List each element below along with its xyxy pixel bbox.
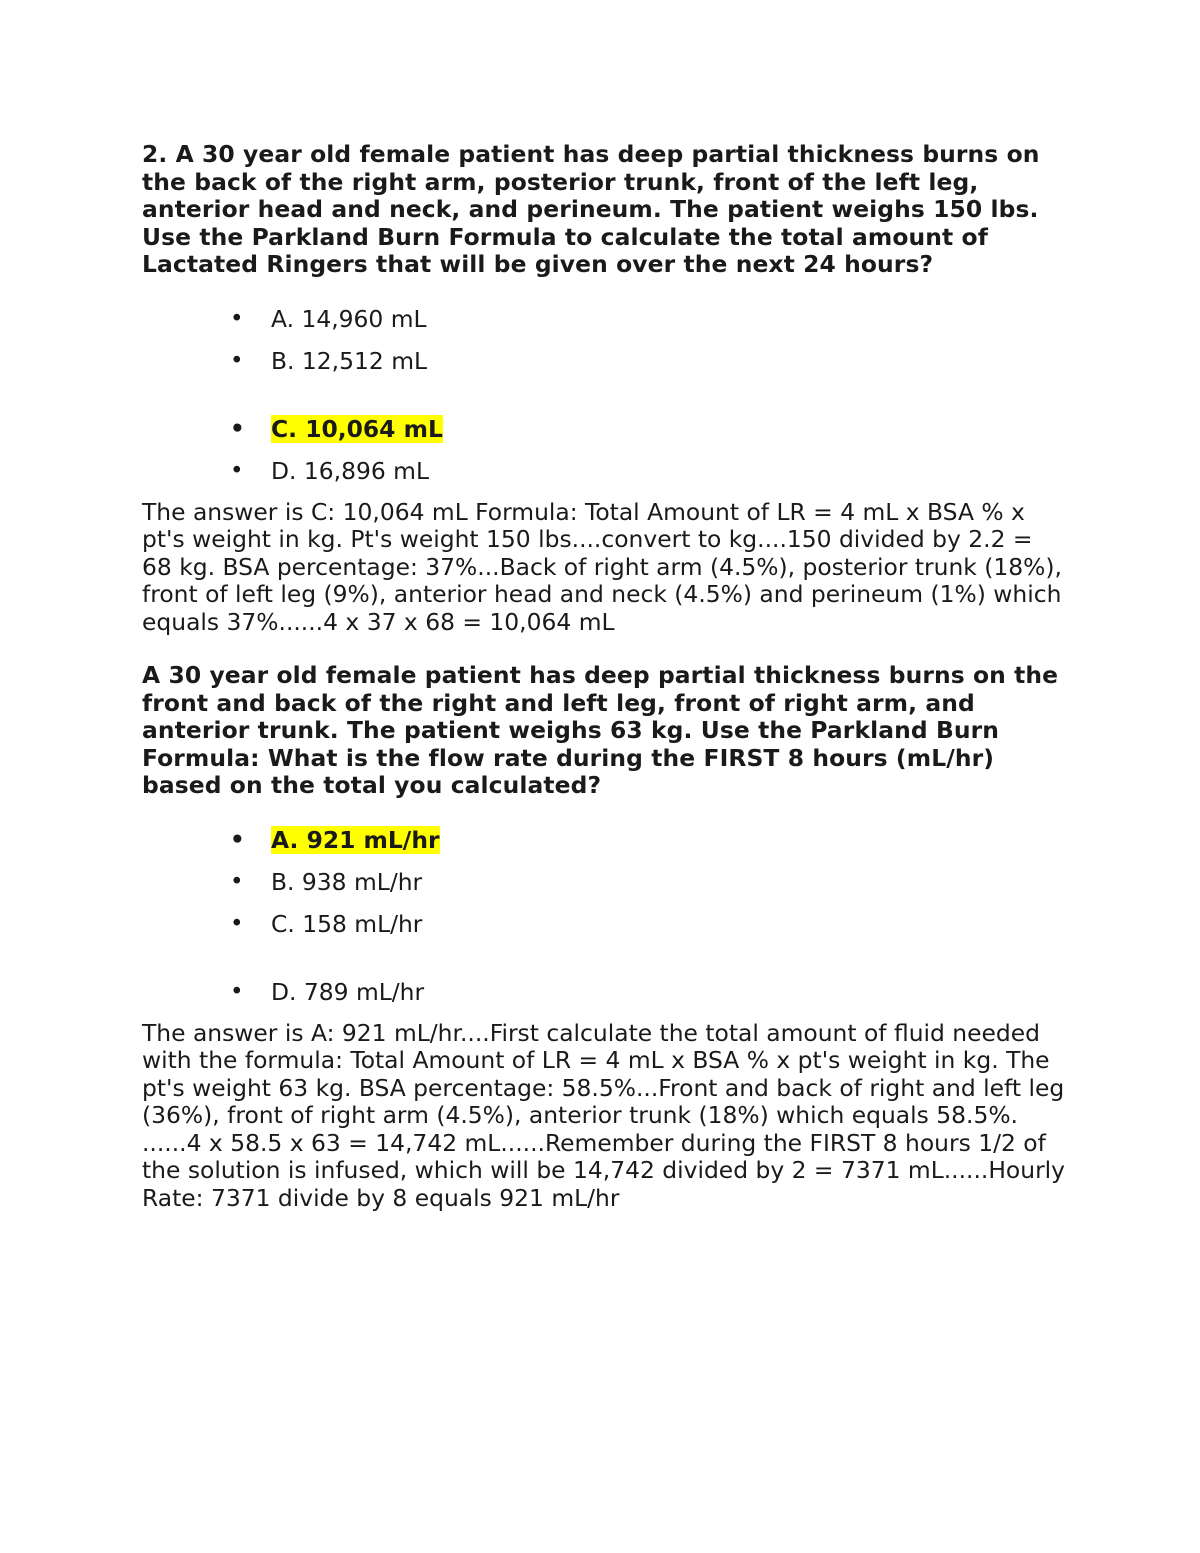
bullet-icon: • (230, 347, 244, 374)
question-1-option-a: • A. 14,960 mL (230, 304, 427, 333)
bullet-icon: • (230, 305, 244, 332)
highlighted-answer: C. 10,064 mL (271, 414, 443, 443)
question-1-option-c (142, 415, 1067, 443)
question-2-option-c: • C. 158 mL/hr (230, 909, 423, 938)
bullet-icon: • (230, 868, 244, 895)
question-2-text: A 30 year old female patient has deep partial thickness burns on the front and back of the right and left leg, front of right arm, and anterior trunk. The patient weighs 63 kg. Use the Parkland Burn Formula: What is the flow rate during the FIRST 8 hours (mL/hr) based on the total you calculated? (142, 661, 1059, 799)
question-2-option-b: • B. 938 mL/hr (230, 867, 423, 896)
bullet-icon: • (230, 826, 245, 853)
document-page (142, 141, 1067, 1212)
bullet-icon: • (230, 978, 244, 1005)
question-1-text: 2. A 30 year old female patient has deep partial thickness burns on the back of the right arm, posterior trunk, front of the left leg, anterior head and neck, and perineum. The patient weighs 150 lbs. Use the Parkland Burn Formula to calculate the total amount of Lactated Ringers that will be given over the next 24 hours? (142, 140, 1040, 278)
bullet-icon: • (230, 415, 245, 442)
question-2-option-d: • D. 789 mL/hr (230, 977, 425, 1006)
bullet-icon: • (230, 457, 244, 484)
question-2-option-a (142, 826, 1067, 854)
highlighted-answer: A. 921 mL/hr (271, 825, 440, 854)
question-1-option-d: • D. 16,896 mL (230, 456, 429, 485)
question-1-options (142, 305, 1067, 485)
bullet-icon: • (230, 910, 244, 937)
question-2-options (142, 826, 1067, 1006)
question-1-option-b: • B. 12,512 mL (230, 346, 428, 375)
question-2-explanation: The answer is A: 921 mL/hr....First calculate the total amount of fluid needed with the formula: Total Amount of LR = 4 mL x BSA % x pt's weight in kg. The pt's weight 63 kg. BSA percentage: 58.5%...Front and back of right and left leg (36%), front of right arm (4.5%), anterior trunk (18%) which equals 58.5%. ......4 x 58.5 x 63 = 14,742 mL......Remember during the FIRST 8 hours 1/2 of the solution is infused, which will be 14,742 divided by 2 = 7371 mL......Hourly Rate: 7371 divide by 8 equals 921 mL/hr (142, 1018, 1066, 1212)
question-1-explanation: The answer is C: 10,064 mL Formula: Total Amount of LR = 4 mL x BSA % x pt's weight in kg. Pt's weight 150 lbs....convert to kg....150 divided by 2.2 = 68 kg. BSA percentage: 37%...Back of right arm (4.5%), posterior trunk (18%), front of left leg (9%), anterior head and neck (4.5%) and perineum (1%) which equals 37%......4 x 37 x 68 = 10,064 mL (142, 497, 1062, 636)
